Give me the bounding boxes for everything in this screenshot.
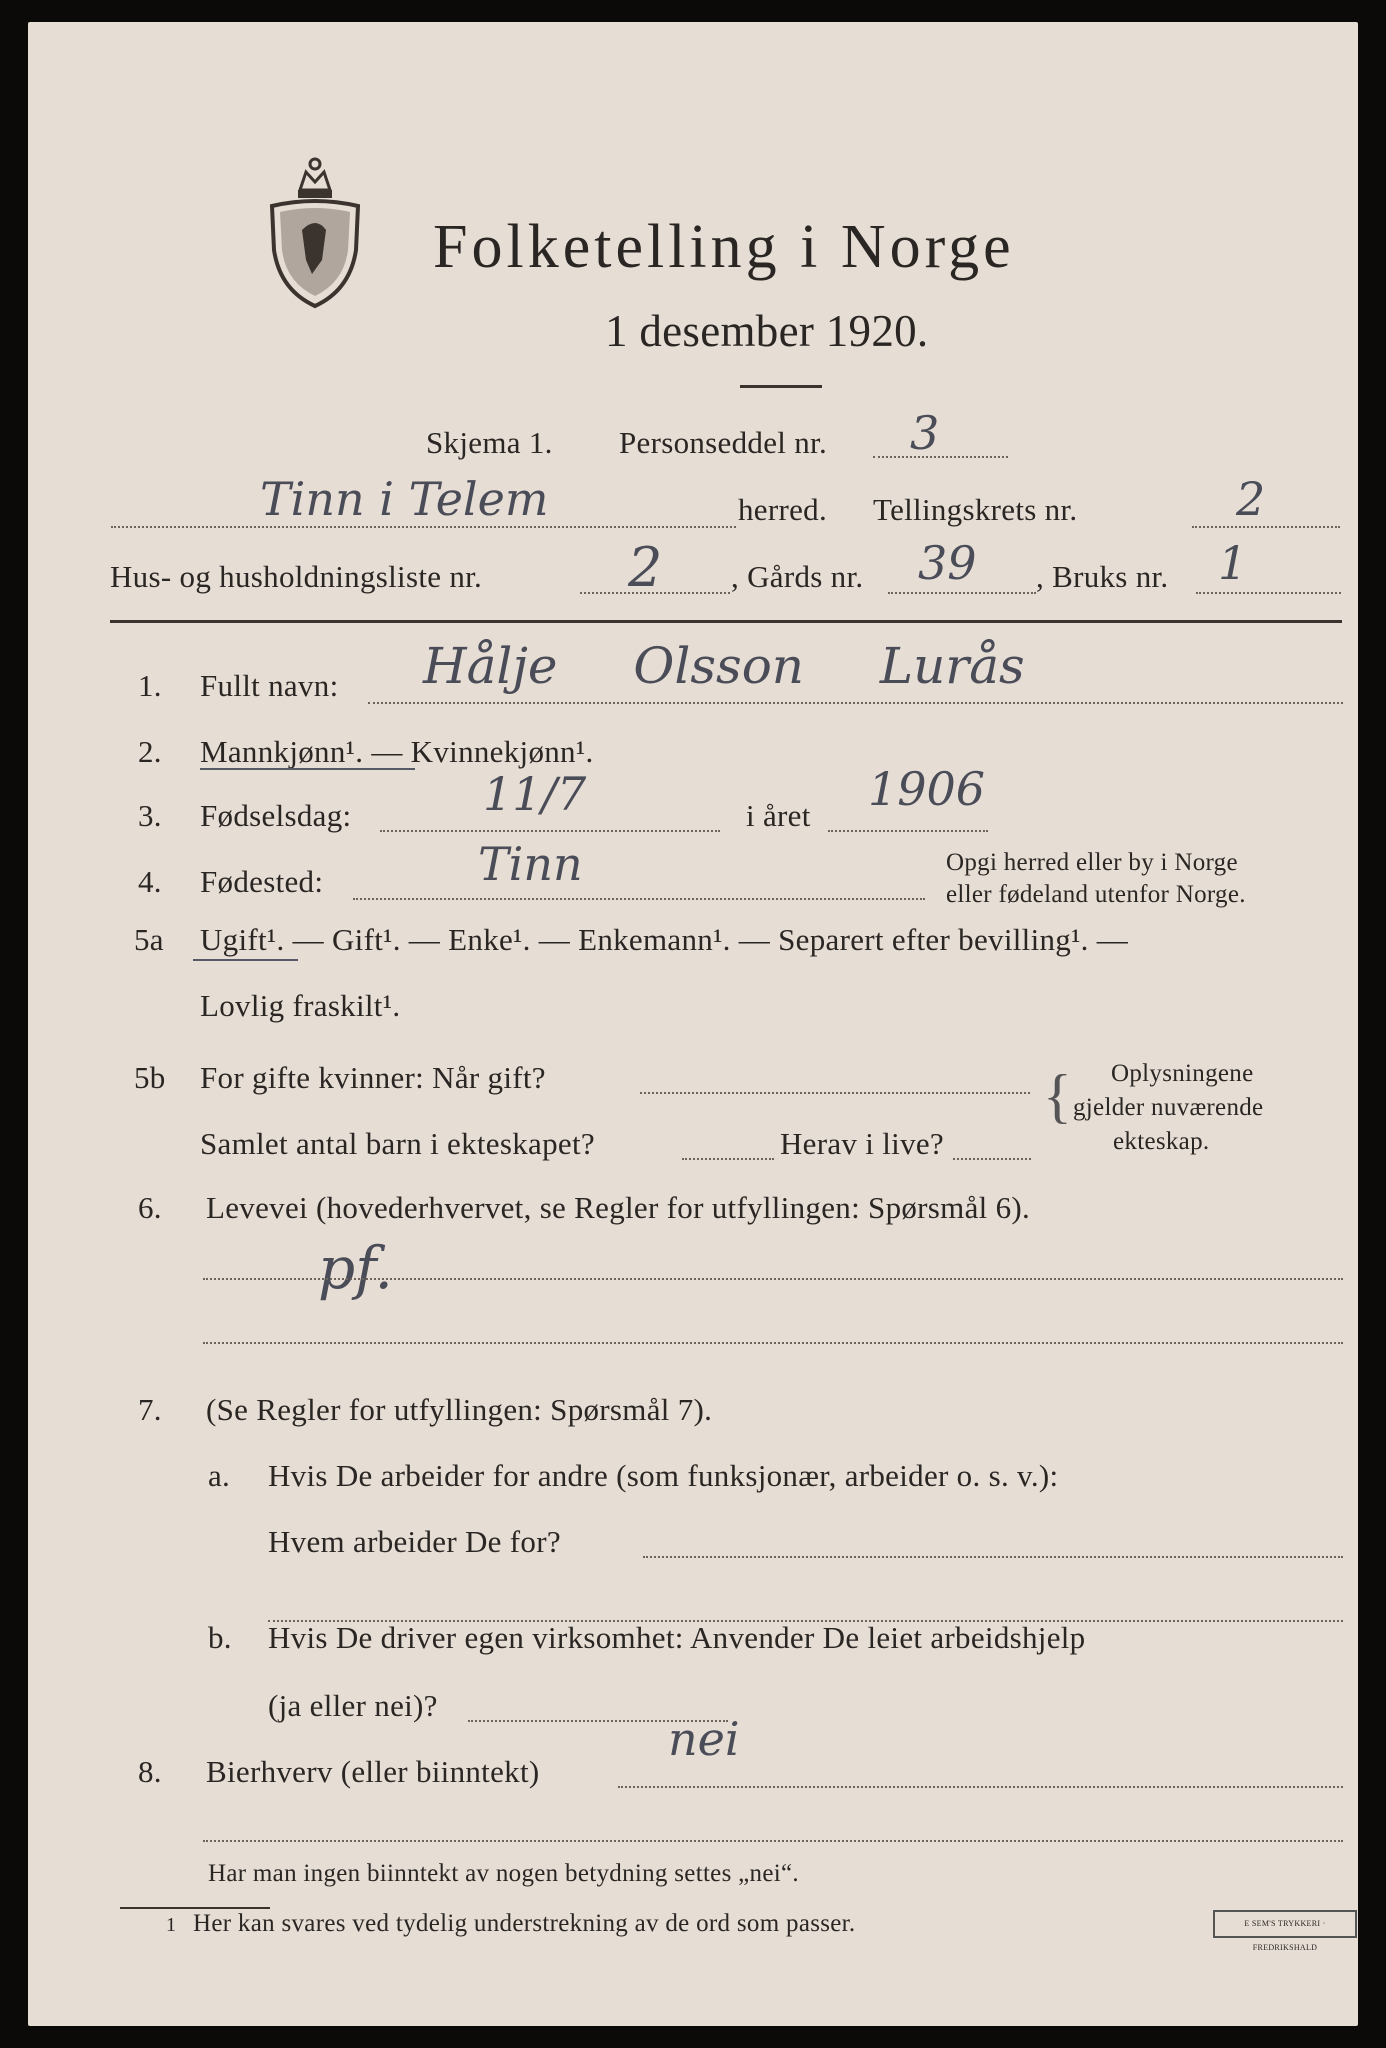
q3-line — [380, 830, 720, 832]
q8-value: nei — [668, 1712, 740, 1766]
gards-value: 39 — [918, 536, 977, 590]
q5b-line2b: Herav i live? — [780, 1126, 944, 1161]
q8-line — [618, 1786, 1343, 1788]
q4-value: Tinn — [478, 837, 583, 891]
q5b-line1: For gifte kvinner: Når gift? — [200, 1060, 546, 1095]
tellingskrets-value: 2 — [1236, 472, 1266, 526]
footnote-mark: 1 — [166, 1914, 177, 1936]
q1-line — [368, 702, 1343, 704]
q2-number: 2. — [138, 734, 162, 769]
personseddel-line — [873, 456, 1008, 458]
q7a-number: a. — [208, 1458, 231, 1493]
q3-value: 11/7 — [483, 767, 587, 821]
q6-label: Levevei (hovederhvervet, se Regler for utfyllingen: Spørsmål 6). — [206, 1190, 1031, 1225]
q5b-note2: gjelder nuværende — [1073, 1094, 1264, 1121]
gards-line — [888, 592, 1036, 594]
tellingskrets-label: Tellingskrets nr. — [873, 492, 1078, 527]
q1-label: Fullt navn: — [200, 668, 339, 703]
q6-line2 — [203, 1342, 1343, 1344]
q7b-line1: Hvis De driver egen virksomhet: Anvender De leiet arbeidshjelp — [268, 1620, 1086, 1655]
census-date: 1 desember 1920. — [605, 306, 929, 356]
q5b-note1: Oplysningene — [1111, 1060, 1254, 1087]
census-form — [28, 22, 1358, 2026]
q4-number: 4. — [138, 864, 162, 899]
q5b-line2a: Samlet antal barn i ekteskapet? — [200, 1126, 595, 1161]
schema-label: Skjema 1. — [426, 425, 553, 460]
q6-number: 6. — [138, 1190, 162, 1225]
q5b-brace: { — [1043, 1063, 1072, 1129]
q5a-number: 5a — [134, 922, 164, 957]
bruks-value: 1 — [1218, 536, 1248, 590]
printer-mark: E SEM'S TRYKKERI · FREDRIKSHALD — [1213, 1910, 1357, 1938]
q3-number: 3. — [138, 798, 162, 833]
herred-label: herred. — [738, 492, 828, 527]
q5b-live-line — [953, 1158, 1031, 1160]
bruks-line — [1196, 592, 1341, 594]
q7b-line2: (ja eller nei)? — [268, 1688, 438, 1723]
q5b-number: 5b — [134, 1060, 166, 1095]
q5b-gift-line — [640, 1092, 1030, 1094]
q3-year-value: 1906 — [868, 762, 986, 816]
q3-year-label: i året — [746, 798, 811, 833]
q2-options: Mannkjønn¹. — Kvinnekjønn¹. — [200, 734, 594, 769]
q6-value: pf. — [318, 1234, 393, 1302]
footnote-divider — [120, 1907, 270, 1909]
herred-line — [111, 526, 736, 528]
q7a-line2: Hvem arbeider De for? — [268, 1524, 561, 1559]
q7-label: (Se Regler for utfyllingen: Spørsmål 7). — [206, 1392, 713, 1427]
q5b-note3: ekteskap. — [1113, 1128, 1210, 1155]
personseddel-label: Personseddel nr. — [619, 425, 827, 460]
form-title: Folketelling i Norge — [433, 213, 1015, 281]
coat-of-arms-icon — [266, 150, 364, 310]
tellingskrets-line — [1192, 526, 1340, 528]
q7a-line — [643, 1556, 1343, 1558]
footnote-text: Her kan svares ved tydelig understrekning av de ord som passer. — [193, 1910, 856, 1937]
q8-extra-line — [203, 1840, 1343, 1842]
title-divider — [740, 385, 822, 388]
biinntekt-note: Har man ingen biinntekt av nogen betydning settes „nei“. — [208, 1860, 799, 1887]
q1-value: Hålje Olsson Lurås — [423, 637, 1025, 695]
q3-label: Fødselsdag: — [200, 798, 352, 833]
gards-label: , Gårds nr. — [731, 559, 864, 594]
q8-number: 8. — [138, 1754, 162, 1789]
q1-number: 1. — [138, 668, 162, 703]
q5b-barn-line — [682, 1158, 774, 1160]
q3-year-line — [828, 830, 988, 832]
q8-label: Bierhverv (eller biinntekt) — [206, 1754, 540, 1789]
q4-label: Fødested: — [200, 864, 324, 899]
q7a-line1: Hvis De arbeider for andre (som funksjonær, arbeider o. s. v.): — [268, 1458, 1059, 1493]
q6-line1 — [203, 1278, 1343, 1280]
q5a-ugift-underline — [193, 959, 298, 961]
section-divider — [110, 620, 1342, 623]
bruks-label: , Bruks nr. — [1036, 559, 1169, 594]
hus-value: 2 — [628, 536, 663, 599]
q2-mannkjonn-underline — [200, 768, 415, 770]
herred-value: Tinn i Telem — [260, 472, 549, 526]
q5a-options-line1: Ugift¹. — Gift¹. — Enke¹. — Enkemann¹. — Separert efter bevilling¹. — — [200, 922, 1129, 957]
personseddel-value: 3 — [910, 406, 940, 460]
q4-line — [353, 898, 925, 900]
q4-note-line1: Opgi herred eller by i Norge — [946, 849, 1238, 876]
hus-label: Hus- og husholdningsliste nr. — [110, 559, 483, 594]
q7-number: 7. — [138, 1392, 162, 1427]
q5a-options-line2: Lovlig fraskilt¹. — [200, 988, 401, 1023]
q7b-number: b. — [208, 1620, 232, 1655]
q4-note-line2: eller fødeland utenfor Norge. — [946, 881, 1246, 908]
